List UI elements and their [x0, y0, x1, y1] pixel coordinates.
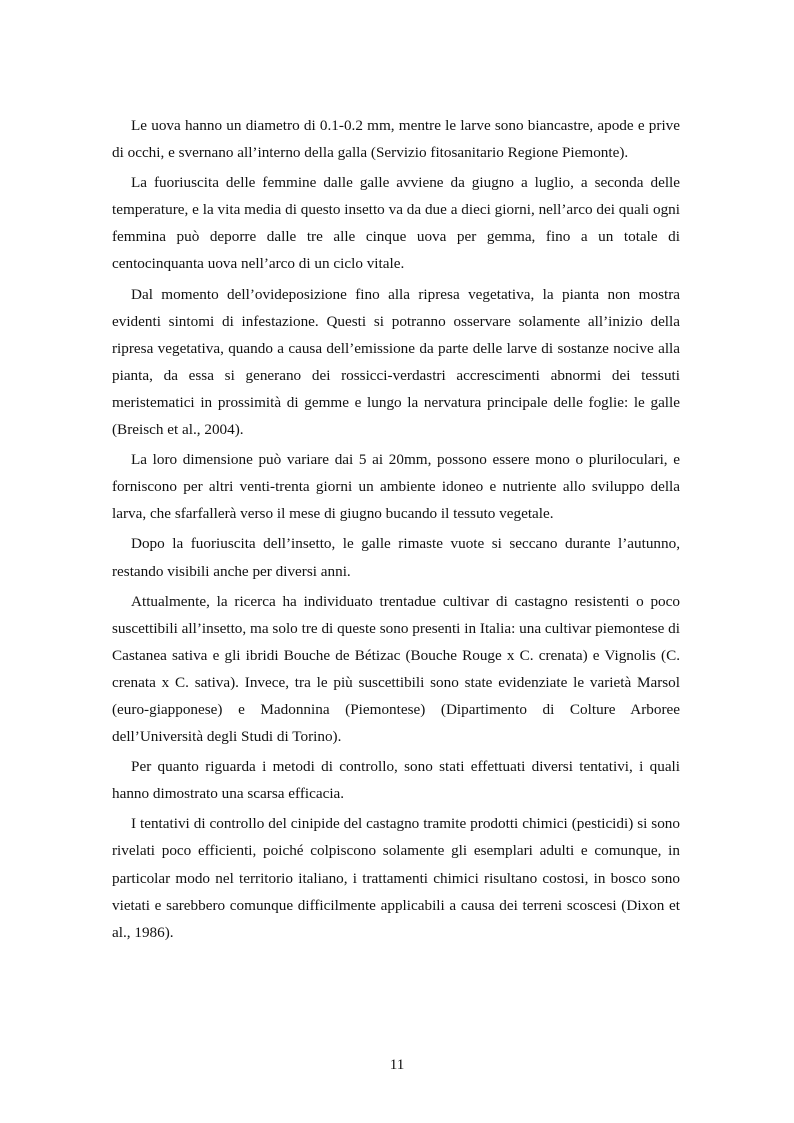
body-text — [112, 112, 680, 949]
paragraph-eggs-larvae: Le uova hanno un diametro di 0.1-0.2 mm, mentre le larve sono biancastre, apode e prive di occhi, e svernano all’interno della galla (Servizio fitosanitario Regione Piemonte). — [112, 117, 680, 162]
paragraph-empty-galls: Dopo la fuoriuscita dell’insetto, le galle rimaste vuote si seccano durante l’autunno, restando visibili anche per diversi anni. — [112, 535, 680, 580]
paragraph-gall-size: La loro dimensione può variare dai 5 ai 20mm, possono essere mono o pluriloculari, e forniscono per altri venti-trenta giorni un ambiente idoneo e nutriente allo sviluppo della larva, che sfarfallerà verso il mese di giugno bucando il tessuto vegetale. — [112, 451, 680, 523]
paragraph-female-emergence: La fuoriuscita delle femmine dalle galle avviene da giugno a luglio, a seconda delle temperature, e la vita media di questo insetto va da due a dieci giorni, nell’arco dei quali ogni femmina può deporre dalle tre alle cinque uova per gemma, fino a un totale di centocinquanta uova nell’arco di un ciclo vitale. — [112, 174, 680, 273]
paragraph-chemical-control: I tentativi di controllo del cinipide del castagno tramite prodotti chimici (pesticidi) si sono rivelati poco efficienti, poiché colpiscono solamente gli esemplari adulti e comunque, in particolar modo nel territorio italiano, i trattamenti chimici risultano costosi, in bosco sono vietati e sarebbero comunque difficilmente applicabili a causa dei terreni scoscesi (Dixon et al., 1986). — [112, 815, 680, 941]
page-number: 11 — [389, 1056, 405, 1073]
paragraph-resistant-cultivars: Attualmente, la ricerca ha individuato trentadue cultivar di castagno resistenti o poco suscettibili all’insetto, ma solo tre di queste sono presenti in Italia: una cultivar piemontese di Castanea sativa e gli ibridi Bouche de Bétizac (Bouche Rouge x C. crenata) e Vignolis (C. crenata x C. sativa). Invece, tra le più suscettibili sono state evidenziate le varietà Marsol (euro-giapponese) e Madonnina (Piemontese) (Dipartimento di Colture Arboree dell’Università degli Studi di Torino). — [112, 592, 680, 746]
paragraph-oviposition-galls: Dal momento dell’ovideposizione fino alla ripresa vegetativa, la pianta non mostra evidenti sintomi di infestazione. Questi si potranno osservare solamente all’inizio della ripresa vegetativa, quando a causa dell’emissione da parte delle larve di sostanze nocive alla pianta, da essa si generano dei rossicci-verdastri accrescimenti abnormi dei tessuti meristematici in prossimità di gemme e lungo la nervatura principale delle foglie: le galle (Breisch et al., 2004). — [112, 285, 680, 439]
paragraph-control-methods: Per quanto riguarda i metodi di controllo, sono stati effettuati diversi tentativi, i quali hanno dimostrato una scarsa efficacia. — [112, 758, 680, 803]
